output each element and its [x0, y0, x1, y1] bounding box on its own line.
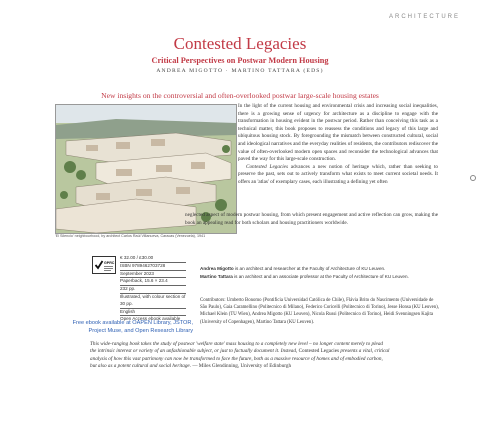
spec-open-access: Open Access ebook available: [120, 316, 181, 322]
book-specs: [120, 255, 186, 323]
bio-text: is an architect and an associate professor at the Faculty of Architecture of KU Leuven.: [232, 274, 409, 279]
quote-text-b: presents a vital, critical analysis of how this vast patrimony can now be transformed to face the future, both as a massive resource of homes and of embodied carbon, but also as a potent cultural and social heritage.: [90, 348, 390, 370]
bio-name: Martino Tattara: [200, 274, 233, 279]
gprc-logo: [92, 256, 116, 274]
spec-format: Paperback, 15.6 × 23.4: [120, 278, 186, 286]
illustration-caption: 'El Silencio' neighbourhood, by architect Carlos Raúl Villanueva, Caracas (Venezuela), 1941: [55, 234, 206, 238]
spec-illustrations: Illustrated, with colour section of 30 pp.: [120, 294, 186, 309]
spec-date: September 2023: [120, 271, 186, 279]
ebook-notice[interactable]: [58, 320, 193, 335]
page-marker-circle: [470, 175, 476, 181]
bio-tattara: [200, 273, 440, 281]
quote-text-a: This wide-ranging book takes the study of postwar 'welfare state' mass housing to a completely new level – no longer content merely to plead the intrinsic interest or variety of an unfashionable subject, or just to factually document it. Instead,: [90, 341, 384, 355]
ebook-line-1[interactable]: Free ebook available at OAPEN Library, JSTOR,: [72, 320, 193, 326]
review-quote: [90, 341, 390, 371]
bio-name: Andrea Migotto: [200, 266, 234, 271]
description-paragraph-2-text: advances a new notion of heritage which, rather than seeking to preserve the past, sets out to actively transform what exists to meet current societal needs. It offers an 'atlas' of exemplary cases, each illustrating a defining yet often: [238, 163, 439, 185]
spec-price: € 32.00 / £30.00: [120, 255, 186, 263]
book-title: Contested Legacies: [173, 34, 307, 53]
gprc-label: GPRC: [104, 261, 115, 265]
book-subtitle: Critical Perspectives on Postwar Modern Housing: [151, 56, 329, 65]
contributors-list: Contributors: Umberto Bonomo (Pontificia Universidad Católica de Chile), Flávia Brito do Nascimento (Universidade de São Paulo), Gaia Caramellino (Politecnico di Milano), Federico Coricelli (Politecnico di Torino), Jesse Honsa (KU Leuven), Michael Klein (TU Wien), Andrea Migotto (KU Leuven), Nicola Russi (Politecnico di Torino), Heidi Svenningsen Kajita (University of Copenhagen), Martino Tattara (KU Leuven).: [200, 298, 439, 325]
description-continuation: neglected aspect of modern postwar housing, from which present engagement and active reflection can grow, making the book an appealing read for both scholars and housing practitioners worldwide.: [185, 212, 438, 226]
quote-book-title: Contested Legacies: [298, 348, 340, 355]
bio-migotto: [200, 265, 440, 273]
book-tagline: New insights on the controversial and often-overlooked postwar large-scale housing estates: [101, 91, 379, 100]
ebook-line-2[interactable]: Project Muse, and Open Research Library: [88, 327, 193, 334]
spec-pages: 232 pp.: [120, 286, 186, 294]
category-label: ARCHITECTURE: [388, 14, 460, 20]
book-title-inline: Contested Legacies: [246, 163, 288, 170]
spec-language: English: [120, 309, 186, 317]
description-paragraph-2: [238, 164, 438, 187]
spec-isbn: ISBN 9789462703728: [120, 263, 186, 271]
book-authors: ANDREA MIGOTTO · MARTINO TATTARA (EDS): [156, 68, 324, 74]
bio-text: is an architect and researcher at the Faculty of Architecture of KU Leuven.: [233, 266, 386, 271]
description-text: [238, 103, 438, 187]
description-paragraph-1: In the light of the current housing and environmental crisis and increasing social inequalities, there is a growing sense of urgency for architecture as a discipline to engage with the transformation in housing evident in the postwar period. Rather than conceiving this task as a technical matter, this book proposes to reassess the conditions and legacy of this large and ubiquitous housing stock. By foregrounding the mismatch between constructed cultural, social and ideological narratives and the everyday realities of residents, the contributors rediscover the value of often-overlooked modern open spaces and reconsider the technological advances that paved the way for this large-scale construction.: [238, 103, 438, 163]
quote-attribution: — Miles Glendinning, University of Edinburgh: [191, 363, 292, 370]
editor-bios: [200, 265, 440, 281]
